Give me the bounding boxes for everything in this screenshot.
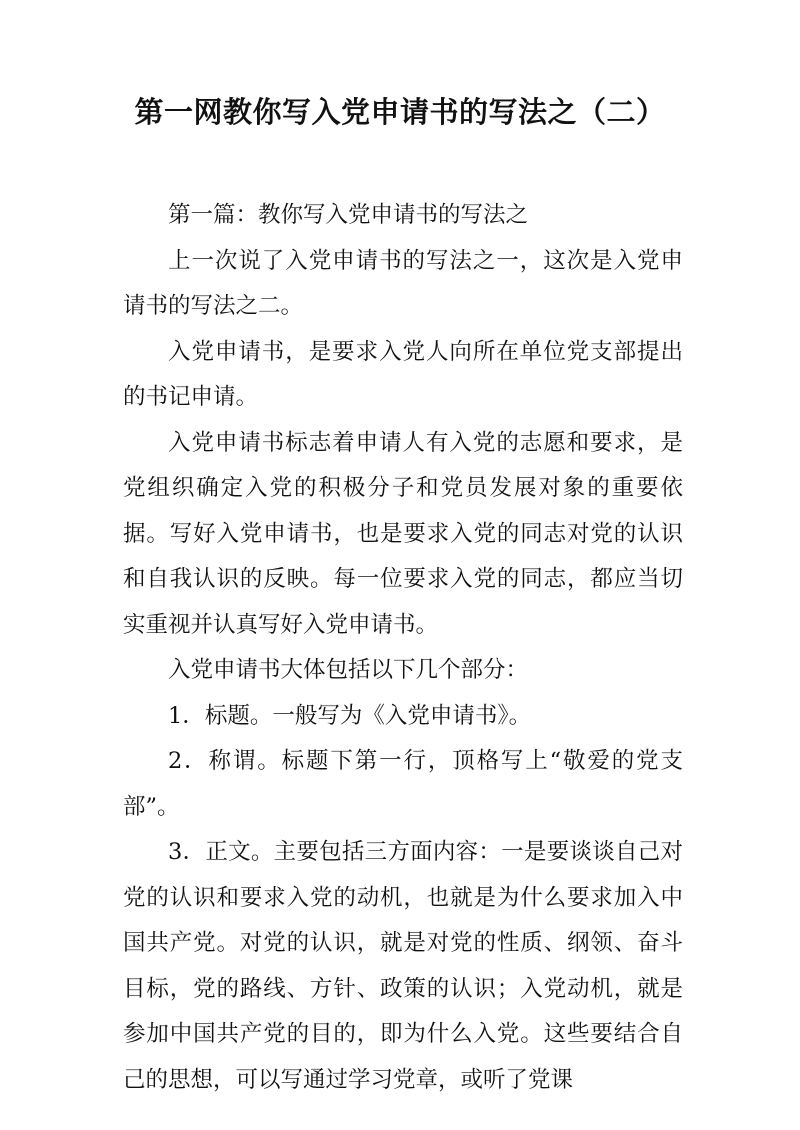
- document-title: 第一网教你写入党申请书的写法之（二）: [134, 95, 666, 129]
- paragraph-subtitle: 第一篇：教你写入党申请书的写法之: [168, 202, 529, 228]
- paragraph-part-body: 3．正文。主要包括三方面内容：一是要谈谈自己对党的认识和要求入党的动机，也就是为什么要求加入中国共产党。对党的认识，就是对党的性质、纲领、奋斗目标，党的路线、方针、政策的认识；入党动机，就是参加中国共产党的目的，即为什么入党。这些要结合自己的思想，可以写通过学习党章，或听了党课: [123, 839, 683, 1093]
- paragraph-intro: 上一次说了入党申请书的写法之一，这次是入党申请书的写法之二。: [123, 247, 683, 319]
- paragraph-part-salutation: 2．称谓。标题下第一行，顶格写上“敬爱的党支部”。: [123, 748, 683, 820]
- paragraph-significance: 入党申请书标志着申请人有入党的志愿和要求，是党组织确定入党的积极分子和党员发展对象的重要依据。写好入党申请书，也是要求入党的同志对党的认识和自我认识的反映。每一位要求入党的同志，都应当切实重视并认真写好入党申请书。: [123, 429, 683, 638]
- paragraph-parts-intro: 入党申请书大体包括以下几个部分：: [168, 657, 529, 683]
- paragraph-part-title: 1．标题。一般写为《入党申请书》。: [168, 702, 532, 729]
- document-body: [123, 193, 683, 1103]
- paragraph-definition: 入党申请书，是要求入党人向所在单位党支部提出的书记申请。: [123, 338, 683, 410]
